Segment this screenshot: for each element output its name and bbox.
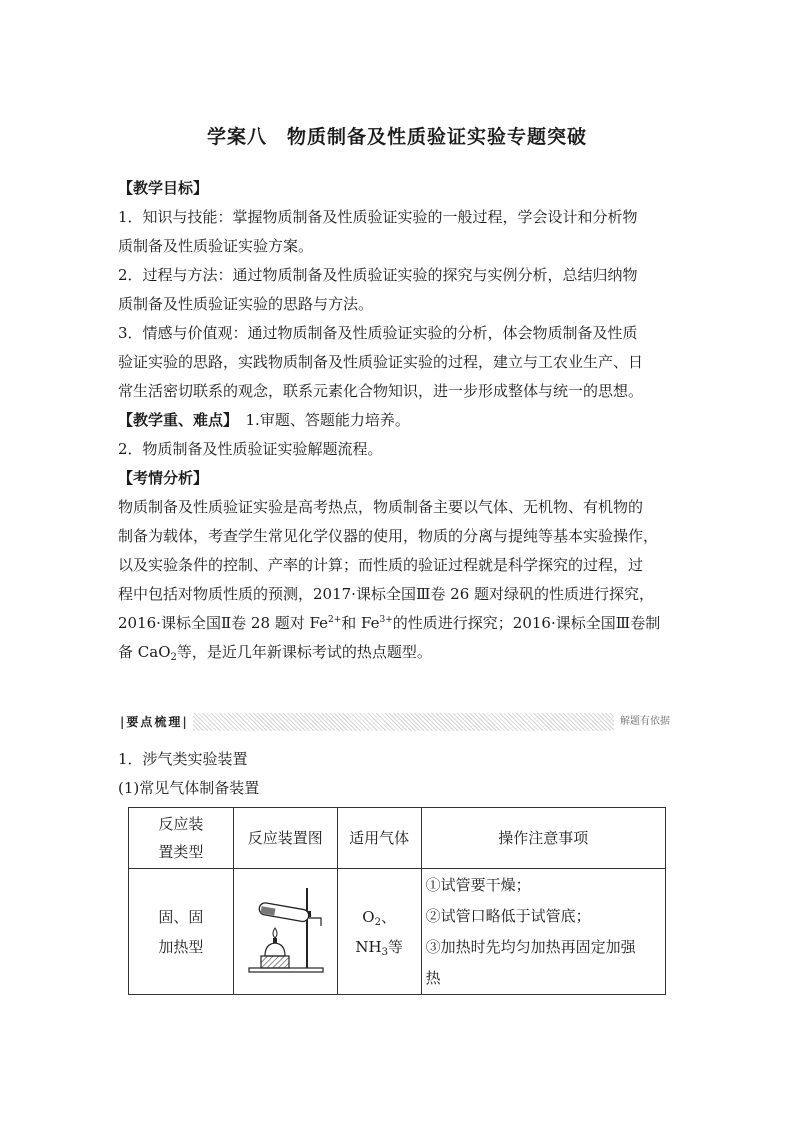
objective-3-line-1: 3．情感与价值观：通过物质制备及性质验证实验的分析，体会物质制备及性质 xyxy=(118,324,638,342)
header-notes: 操作注意事项 xyxy=(421,808,665,869)
section-1-heading: 1．涉气类实验装置 xyxy=(118,750,248,768)
key-point-1: 1.审题、答题能力培养。 xyxy=(230,411,410,429)
note-1: ①试管要干燥； xyxy=(425,876,531,894)
section-1-subheading: (1)常见气体制备装置 xyxy=(118,779,260,797)
analysis-line-4: 程中包括对物质性质的预测，2017·课标全国Ⅲ卷 26 题对绿矾的性质进行探究， xyxy=(118,585,655,603)
analysis-line-5-b: 和 Fe xyxy=(341,614,380,632)
row-notes xyxy=(421,869,665,995)
gas-o2-tail: 、 xyxy=(380,907,396,926)
key-points-heading: 【教学重、难点】 xyxy=(118,411,231,429)
objective-3-line-2: 验证实验的思路，实践物质制备及性质验证实验的过程，建立与工农业生产、日 xyxy=(118,353,644,371)
analysis-line-2: 制备为载体，考查学生常见化学仪器的使用，物质的分离与提纯等基本实验操作， xyxy=(118,527,659,545)
objectives-section xyxy=(118,174,678,667)
row-gases xyxy=(337,869,421,995)
heating-apparatus-icon xyxy=(243,884,327,976)
banner-label-text: 要点梳理 xyxy=(126,715,183,729)
analysis-line-5-a: 2016·课标全国Ⅱ卷 28 题对 Fe xyxy=(118,614,328,632)
banner-right-text: 解题有依据 xyxy=(614,713,680,731)
page-title: 学案八 物质制备及性质验证实验专题突破 xyxy=(206,126,587,148)
gas-o2-text: O xyxy=(362,907,375,926)
note-3: ③加热时先均匀加热再固定加强 xyxy=(425,938,636,956)
objective-3-line-3: 常生活密切联系的观念，联系元素化合物知识，进一步形成整体与统一的思想。 xyxy=(118,382,644,400)
header-reaction-type xyxy=(129,808,234,869)
header-diagram: 反应装置图 xyxy=(233,808,337,869)
note-4: 热 xyxy=(425,969,441,987)
section-banner xyxy=(118,713,680,731)
key-point-2: 2．物质制备及性质验证实验解题流程。 xyxy=(118,440,383,458)
analysis-line-5-c: 的性质进行探究；2016·课标全国Ⅲ卷制 xyxy=(392,614,661,632)
gas-nh3-text: NH xyxy=(355,937,382,956)
cao2-subscript: 2 xyxy=(170,652,177,663)
gas-apparatus-table xyxy=(128,807,666,995)
analysis-line-6 xyxy=(118,638,678,667)
row-type-line-1: 固、固 xyxy=(158,907,204,926)
header-gas: 适用气体 xyxy=(337,808,421,869)
analysis-heading: 【考情分析】 xyxy=(118,469,209,487)
section-1 xyxy=(118,745,678,803)
analysis-line-1: 物质制备及性质验证实验是高考热点，物质制备主要以气体、无机物、有机物的 xyxy=(118,498,644,516)
gas-nh3-subscript: 3 xyxy=(381,946,388,958)
analysis-line-6-a: 备 CaO xyxy=(118,643,171,661)
fe2-charge: 2+ xyxy=(328,615,342,625)
table-row xyxy=(129,869,666,995)
objective-1-line-1: 1．知识与技能：掌握物质制备及性质验证实验的一般过程，学会设计和分析物 xyxy=(118,208,638,226)
row-reaction-type xyxy=(129,869,234,995)
header-type-line-1: 反应装 xyxy=(158,815,204,833)
header-type-line-2: 置类型 xyxy=(158,843,204,861)
table-header-row xyxy=(129,808,666,869)
objectives-heading: 【教学目标】 xyxy=(118,179,209,197)
analysis-line-6-b: 等，是近几年新课标考试的热点题型。 xyxy=(176,643,432,661)
fe3-charge: 3+ xyxy=(379,615,393,625)
banner-stripes xyxy=(118,713,680,731)
row-apparatus-diagram xyxy=(233,869,337,995)
banner-label: |要点梳理| xyxy=(118,713,193,731)
objective-2-line-2: 质制备及性质验证实验的思路与方法。 xyxy=(118,295,374,313)
analysis-line-5 xyxy=(118,609,678,638)
note-2: ②试管口略低于试管底； xyxy=(425,907,591,925)
analysis-line-3: 以及实验条件的控制、产率的计算；而性质的验证过程就是科学探究的过程，过 xyxy=(118,556,644,574)
gas-o2-subscript: 2 xyxy=(374,916,381,928)
gas-o2 xyxy=(338,902,421,932)
row-type-line-2: 加热型 xyxy=(158,937,204,956)
key-points-line xyxy=(118,406,678,435)
gas-nh3 xyxy=(338,932,421,962)
objective-2-line-1: 2．过程与方法：通过物质制备及性质验证实验的探究与实例分析，总结归纳物 xyxy=(118,266,638,284)
gas-nh3-tail: 等 xyxy=(387,937,403,956)
objective-1-line-2: 质制备及性质验证实验方案。 xyxy=(118,237,314,255)
